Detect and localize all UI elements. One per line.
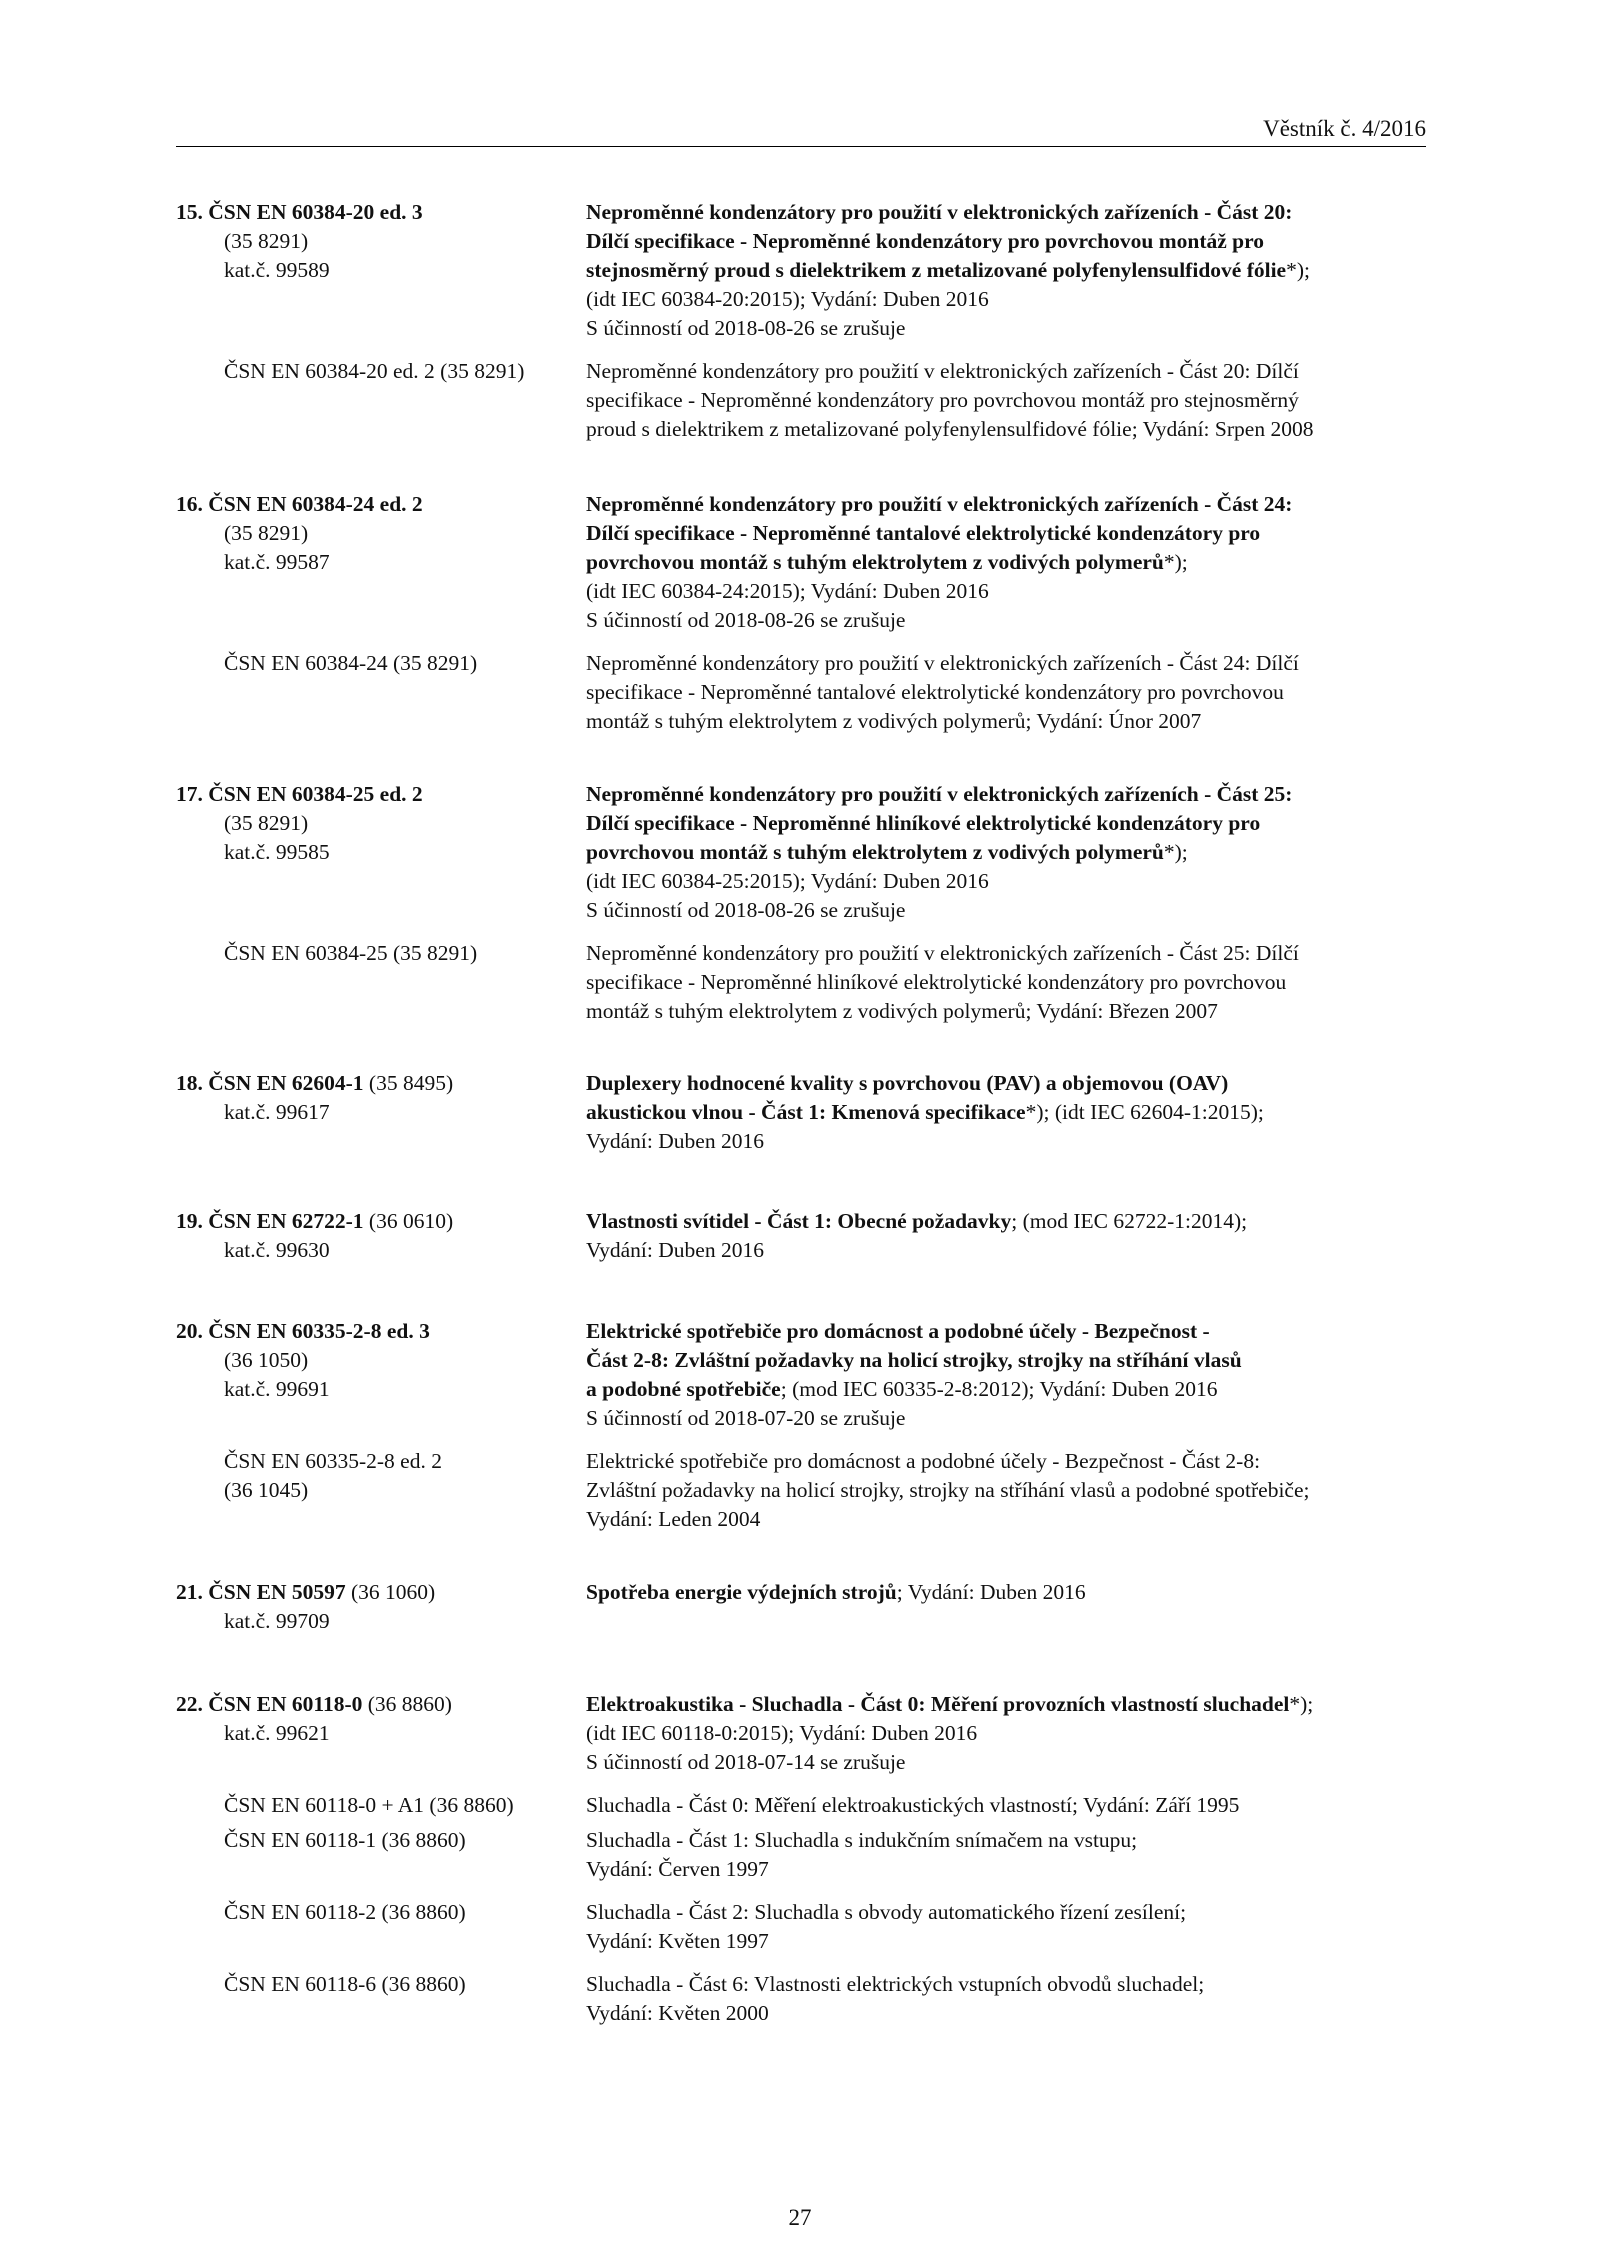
entry-title-column [586, 1690, 1426, 1777]
replaced-desc-line: Zvláštní požadavky na holicí strojky, strojky na stříhání vlasů a podobné spotřebiče; [586, 1478, 1310, 1502]
info-line: S účinností od 2018-07-14 se zrušuje [586, 1750, 906, 1774]
title-tail: *); [1163, 550, 1188, 574]
entry-main-row [176, 1317, 1426, 1433]
journal-title: Věstník č. 4/2016 [1263, 116, 1426, 141]
entry-number: 15. [176, 200, 203, 224]
replaced-desc-line: Vydání: Leden 2004 [586, 1507, 761, 1531]
replaced-standard-row [176, 1447, 1426, 1534]
replaced-desc-line: specifikace - Neproměnné kondenzátory pro povrchovou montáž pro stejnosměrný [586, 388, 1299, 412]
replaced-standard-code: ČSN EN 60118-0 + A1 (36 8860) [224, 1793, 514, 1817]
entry-number: 16. [176, 492, 203, 516]
title-line: akustickou vlnou - Část 1: Kmenová specifikace [586, 1100, 1026, 1124]
replaced-standard-row [176, 1970, 1426, 2028]
title-line: Spotřeba energie výdejních strojů [586, 1580, 897, 1604]
standard-entry-21 [176, 1578, 1426, 1636]
title-line: Neproměnné kondenzátory pro použití v elektronických zařízeních - Část 20: [586, 200, 1293, 224]
title-tail: *); (idt IEC 62604-1:2015); [1025, 1100, 1264, 1124]
entry-main-row [176, 780, 1426, 925]
catalog-number: kat.č. 99709 [224, 1609, 330, 1633]
title-tail: *); [1286, 258, 1310, 282]
standard-code: ČSN EN 50597 [208, 1580, 346, 1604]
replaced-desc-line: Neproměnné kondenzátory pro použití v elektronických zařízeních - Část 20: Dílčí [586, 359, 1299, 383]
entry-main-row [176, 1690, 1426, 1777]
classification-code: (35 8291) [224, 229, 309, 253]
info-line: Vydání: Duben 2016 [586, 1129, 764, 1153]
title-line: povrchovou montáž s tuhým elektrolytem z vodivých polymerů [586, 550, 1164, 574]
title-line: povrchovou montáž s tuhým elektrolytem z vodivých polymerů [586, 840, 1164, 864]
info-line: S účinností od 2018-08-26 se zrušuje [586, 898, 906, 922]
standard-code: ČSN EN 62604-1 [208, 1071, 364, 1095]
title-line: Elektroakustika - Sluchadla - Část 0: Měření provozních vlastností sluchadel [586, 1692, 1290, 1716]
replaced-desc-line: proud s dielektrikem z metalizované polyfenylensulfidové fólie; Vydání: Srpen 2008 [586, 417, 1314, 441]
entry-title-column [586, 490, 1426, 635]
replaced-standard-row [176, 1898, 1426, 1956]
title-line: Dílčí specifikace - Neproměnné tantalové elektrolytické kondenzátory pro [586, 521, 1261, 545]
standard-entry-16 [176, 490, 1426, 736]
replaced-standard-row [176, 649, 1426, 736]
replaced-desc-line: Neproměnné kondenzátory pro použití v elektronických zařízeních - Část 25: Dílčí [586, 941, 1299, 965]
catalog-number: kat.č. 99587 [224, 550, 330, 574]
replaced-desc-line: Neproměnné kondenzátory pro použití v elektronických zařízeních - Část 24: Dílčí [586, 651, 1299, 675]
standard-code: ČSN EN 60118-0 [208, 1692, 363, 1716]
standard-entry-20 [176, 1317, 1426, 1534]
standard-entry-19 [176, 1207, 1426, 1265]
catalog-number: kat.č. 99621 [224, 1721, 330, 1745]
info-line: (idt IEC 60384-24:2015); Vydání: Duben 2016 [586, 579, 989, 603]
classification-code: (36 1050) [224, 1348, 309, 1372]
entry-title-column [586, 1317, 1426, 1433]
title-tail: ; (mod IEC 62722-1:2014); [1011, 1209, 1248, 1233]
title-tail: *); [1289, 1692, 1314, 1716]
title-tail: ; (mod IEC 60335-2-8:2012); Vydání: Duben 2016 [780, 1377, 1218, 1401]
replaced-desc-line: Sluchadla - Část 0: Měření elektroakustických vlastností; Vydání: Září 1995 [586, 1793, 1240, 1817]
replaced-standard-code: ČSN EN 60118-2 (36 8860) [224, 1900, 466, 1924]
replaced-standard-row [176, 357, 1426, 444]
standard-code: ČSN EN 62722-1 [208, 1209, 364, 1233]
title-tail: ; Vydání: Duben 2016 [896, 1580, 1086, 1604]
entry-number: 18. [176, 1071, 203, 1095]
replaced-standard-row [176, 1791, 1426, 1820]
entry-number: 19. [176, 1209, 203, 1233]
standard-code: ČSN EN 60384-20 ed. 3 [208, 200, 423, 224]
classification-code: (35 8291) [224, 811, 309, 835]
replaced-desc-line: Sluchadla - Část 1: Sluchadla s indukčním snímačem na vstupu; [586, 1828, 1138, 1852]
standard-entry-15 [176, 198, 1426, 444]
entry-id-column [176, 780, 586, 925]
entry-id-column [176, 1578, 586, 1636]
title-line: stejnosměrný proud s dielektrikem z metalizované polyfenylensulfidové fólie [586, 258, 1287, 282]
replaced-desc-line: Vydání: Červen 1997 [586, 1857, 769, 1881]
entry-id-column [176, 198, 586, 343]
standard-entry-17 [176, 780, 1426, 1026]
replaced-standard-code: ČSN EN 60384-25 (35 8291) [224, 941, 478, 965]
info-line: (idt IEC 60384-20:2015); Vydání: Duben 2016 [586, 287, 989, 311]
standard-code: ČSN EN 60384-25 ed. 2 [208, 782, 423, 806]
entry-number: 17. [176, 782, 203, 806]
entry-number: 20. [176, 1319, 203, 1343]
entry-id-column [176, 1069, 586, 1156]
catalog-number: kat.č. 99585 [224, 840, 330, 864]
replaced-desc-line: montáž s tuhým elektrolytem z vodivých polymerů; Vydání: Březen 2007 [586, 999, 1218, 1023]
title-line: Dílčí specifikace - Neproměnné kondenzátory pro povrchovou montáž pro [586, 229, 1265, 253]
entry-title-column [586, 198, 1426, 343]
entry-main-row [176, 490, 1426, 635]
classification-code: (35 8291) [224, 521, 309, 545]
entry-main-row [176, 1207, 1426, 1265]
standard-code: ČSN EN 60335-2-8 ed. 3 [208, 1319, 430, 1343]
replaced-standard-row [176, 1826, 1426, 1884]
replaced-standard-row [176, 939, 1426, 1026]
entry-title-column [586, 1207, 1426, 1265]
catalog-number: kat.č. 99630 [224, 1238, 330, 1262]
replaced-standard-code: ČSN EN 60384-24 (35 8291) [224, 651, 478, 675]
classification-code: (35 8495) [368, 1071, 454, 1095]
entry-id-column [176, 1207, 586, 1265]
info-line: Vydání: Duben 2016 [586, 1238, 764, 1262]
entry-number: 22. [176, 1692, 203, 1716]
info-line: (idt IEC 60384-25:2015); Vydání: Duben 2016 [586, 869, 989, 893]
catalog-number: kat.č. 99589 [224, 258, 330, 282]
replaced-desc-line: Vydání: Květen 1997 [586, 1929, 769, 1953]
replaced-desc-line: montáž s tuhým elektrolytem z vodivých polymerů; Vydání: Únor 2007 [586, 709, 1202, 733]
replaced-standard-code: ČSN EN 60118-6 (36 8860) [224, 1972, 466, 1996]
page-number: 27 [788, 2205, 812, 2230]
info-line: S účinností od 2018-08-26 se zrušuje [586, 608, 906, 632]
replaced-standard-code: ČSN EN 60118-1 (36 8860) [224, 1828, 466, 1852]
entry-title-column [586, 1069, 1426, 1156]
title-line: Elektrické spotřebiče pro domácnost a podobné účely - Bezpečnost - [586, 1319, 1210, 1343]
replaced-desc-line: Elektrické spotřebiče pro domácnost a podobné účely - Bezpečnost - Část 2-8: [586, 1449, 1261, 1473]
replaced-desc-line: specifikace - Neproměnné hliníkové elektrolytické kondenzátory pro povrchovou [586, 970, 1287, 994]
standard-code: ČSN EN 60384-24 ed. 2 [208, 492, 423, 516]
catalog-number: kat.č. 99617 [224, 1100, 330, 1124]
replaced-desc-line: Sluchadla - Část 2: Sluchadla s obvody automatického řízení zesílení; [586, 1900, 1187, 1924]
standard-entry-22 [176, 1690, 1426, 2028]
entry-id-column [176, 490, 586, 635]
page-header [176, 112, 1426, 147]
catalog-number: kat.č. 99691 [224, 1377, 330, 1401]
replaced-standard-code: ČSN EN 60335-2-8 ed. 2 [224, 1449, 442, 1473]
entry-title-column [586, 1578, 1426, 1636]
entry-id-column [176, 1690, 586, 1777]
title-line: a podobné spotřebiče [586, 1377, 781, 1401]
standard-entry-18 [176, 1069, 1426, 1156]
title-line: Dílčí specifikace - Neproměnné hliníkové elektrolytické kondenzátory pro [586, 811, 1261, 835]
classification-code: (36 8860) [367, 1692, 452, 1716]
replaced-classification-code: (36 1045) [224, 1478, 309, 1502]
info-line: (idt IEC 60118-0:2015); Vydání: Duben 2016 [586, 1721, 978, 1745]
classification-code: (36 1060) [351, 1580, 436, 1604]
entry-title-column [586, 780, 1426, 925]
title-line: Neproměnné kondenzátory pro použití v elektronických zařízeních - Část 25: [586, 782, 1293, 806]
entry-main-row [176, 1578, 1426, 1636]
entry-id-column [176, 1317, 586, 1433]
entry-number: 21. [176, 1580, 203, 1604]
replaced-standard-code: ČSN EN 60384-20 ed. 2 (35 8291) [224, 359, 525, 383]
replaced-desc-line: Vydání: Květen 2000 [586, 2001, 769, 2025]
classification-code: (36 0610) [368, 1209, 454, 1233]
entry-main-row [176, 198, 1426, 343]
replaced-desc-line: Sluchadla - Část 6: Vlastnosti elektrických vstupních obvodů sluchadel; [586, 1972, 1205, 1996]
title-line: Neproměnné kondenzátory pro použití v elektronických zařízeních - Část 24: [586, 492, 1293, 516]
info-line: S účinností od 2018-08-26 se zrušuje [586, 316, 906, 340]
title-line: Vlastnosti svítidel - Část 1: Obecné požadavky [586, 1209, 1012, 1233]
replaced-desc-line: specifikace - Neproměnné tantalové elektrolytické kondenzátory pro povrchovou [586, 680, 1284, 704]
title-line: Část 2-8: Zvláštní požadavky na holicí strojky, strojky na stříhání vlasů [586, 1348, 1242, 1372]
entry-main-row [176, 1069, 1426, 1156]
info-line: S účinností od 2018-07-20 se zrušuje [586, 1406, 906, 1430]
title-line: Duplexery hodnocené kvality s povrchovou (PAV) a objemovou (OAV) [586, 1071, 1229, 1095]
title-tail: *); [1163, 840, 1188, 864]
